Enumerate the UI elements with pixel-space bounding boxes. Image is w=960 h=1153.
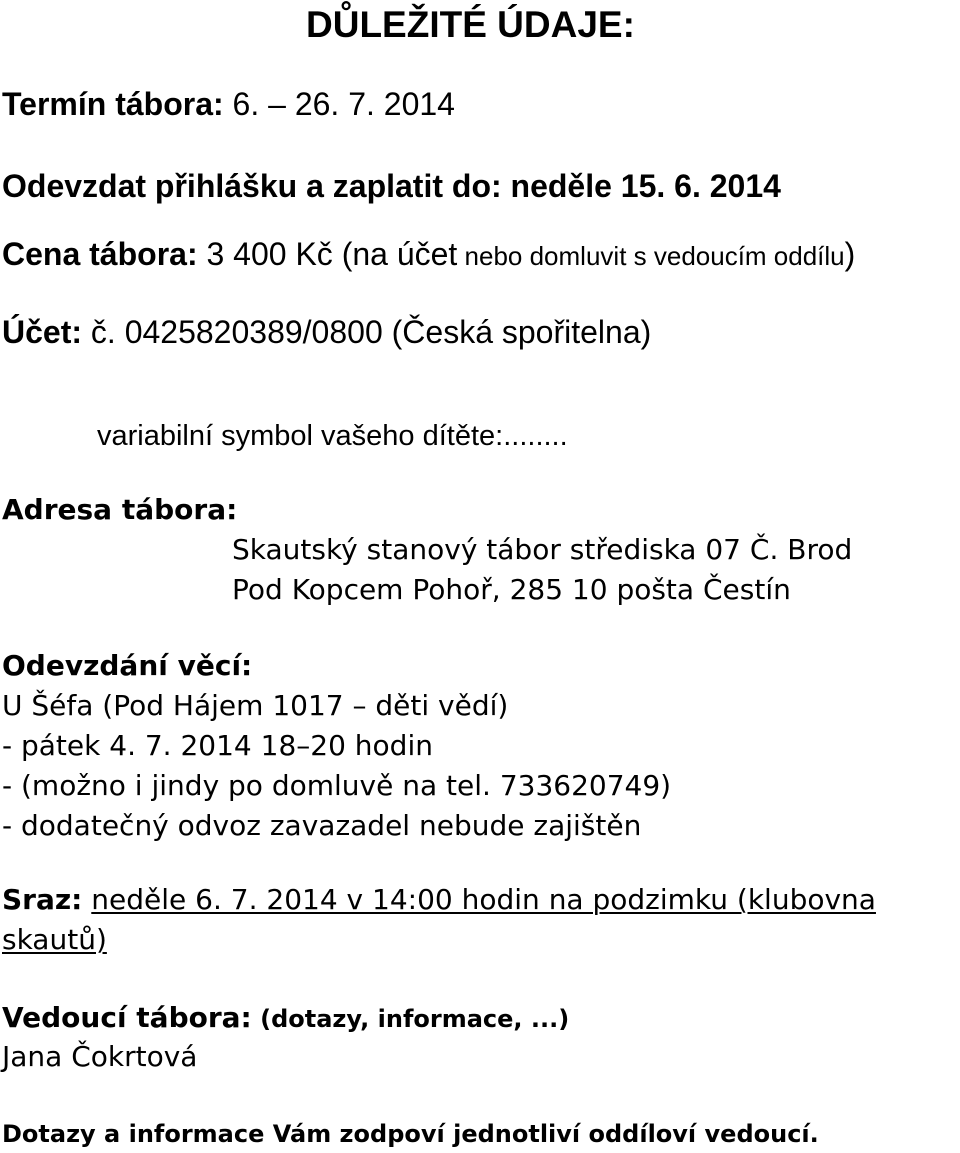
address-line-1: Skautský stanový tábor střediska 07 Č. Brod	[232, 533, 853, 566]
handover-line: - dodatečný odvoz zavazadel nebude zajištěn	[2, 809, 642, 842]
meeting-row	[2, 883, 876, 916]
leader-row	[2, 1001, 570, 1034]
address-label: Adresa tábora:	[2, 493, 238, 526]
deadline-text: Odevzdat přihlášku a zaplatit do: neděle 15. 6. 2014	[2, 168, 781, 204]
leader-note: (dotazy, informace, ...)	[251, 1005, 570, 1033]
account-value: č. 0425820389/0800 (Česká spořitelna)	[82, 314, 652, 350]
meeting-label: Sraz:	[2, 883, 83, 916]
variable-symbol: variabilní symbol vašeho dítěte:........	[97, 420, 568, 452]
handover-line: U Šéfa (Pod Hájem 1017 – děti vědí)	[2, 689, 509, 722]
term-label: Termín tábora:	[2, 86, 224, 122]
meeting-value-cont: skautů)	[2, 923, 107, 956]
address-line-2: Pod Kopcem Pohoř, 285 10 pošta Čestín	[232, 573, 791, 606]
page-title: DŮLEŽITÉ ÚDAJE:	[306, 4, 635, 45]
price-row	[2, 238, 855, 270]
price-close: )	[844, 236, 856, 272]
meeting-value: neděle 6. 7. 2014 v 14:00 hodin na podzimku (klubovna	[91, 883, 876, 916]
footer-note: Dotazy a informace Vám zodpoví jednotliví oddíloví vedoucí.	[2, 1120, 819, 1148]
leader-name: Jana Čokrtová	[2, 1040, 198, 1073]
price-account-word: účet	[396, 236, 458, 272]
handover-line: - pátek 4. 7. 2014 18–20 hodin	[2, 729, 433, 762]
price-note: nebo domluvit s vedoucím oddílu	[457, 241, 845, 271]
account-row	[2, 316, 651, 348]
handover-line: - (možno i jindy po domluvě na tel. 733620749)	[2, 769, 672, 802]
term-value: 6. – 26. 7. 2014	[223, 86, 455, 122]
price-label: Cena tábora:	[2, 236, 198, 272]
handover-label: Odevzdání věcí:	[2, 649, 253, 682]
account-label: Účet:	[2, 314, 83, 350]
term-row	[2, 88, 455, 120]
leader-label: Vedoucí tábora:	[2, 1001, 252, 1034]
price-value: 3 400 Kč (na	[197, 236, 397, 272]
